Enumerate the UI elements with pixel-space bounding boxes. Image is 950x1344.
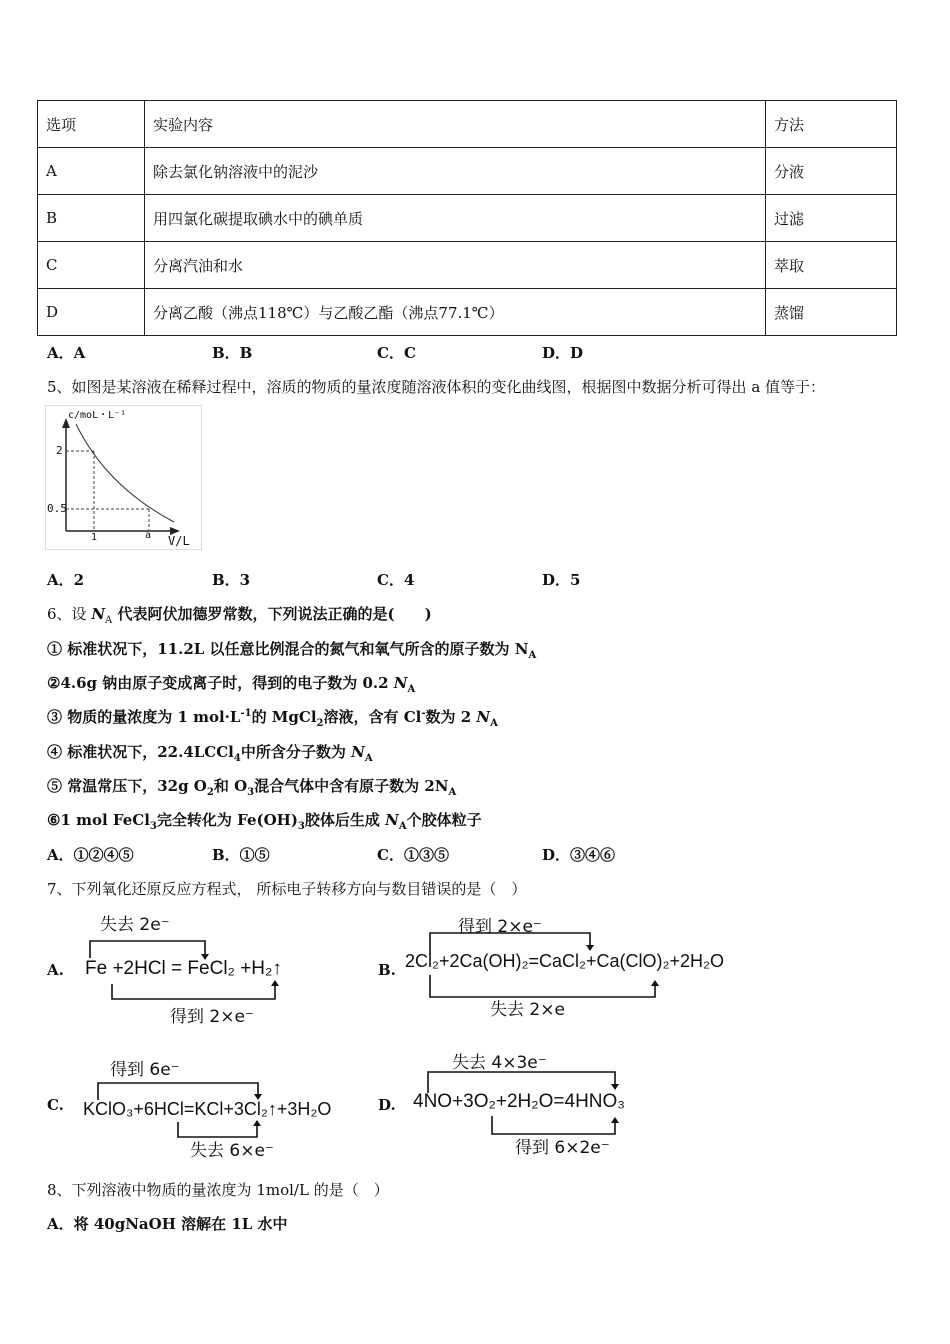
text: ⑥1 mol FeCl — [47, 811, 150, 829]
y-tick: 0.5 — [47, 502, 67, 515]
q6-item-4: ④ 标准状况下，22.4LCCl$_4$中所含分子数为 $N_A$ — [47, 743, 373, 764]
text: 和 O — [213, 777, 248, 795]
text: ②4.6g 钠由原子变成离子时，得到的电子数为 0.2 — [47, 674, 394, 692]
q4-option-b: B．B — [212, 344, 253, 362]
text: A — [448, 787, 457, 798]
text: A — [490, 718, 498, 729]
q6-option-a: A．①②④⑤ — [47, 846, 134, 864]
eq-b-top-label: 得到 2×e⁻ — [458, 917, 542, 937]
text: A — [105, 615, 113, 626]
text: ③ 物质的量浓度为 1 mol·L — [47, 708, 241, 726]
bracket-d-bottom — [492, 1116, 615, 1134]
q7-label-b: B. — [378, 961, 396, 979]
q4-option-a: A．A — [47, 344, 86, 362]
text: N — [351, 743, 365, 761]
text: ⑤ 常温常压下，32g O — [47, 777, 207, 795]
x-tick: a — [145, 530, 152, 541]
header-cell: 实验内容 — [145, 101, 766, 148]
q5-stem: 5、如图是某溶液在稀释过程中，溶质的物质的量浓度随溶液体积的变化曲线图，根据图中数据分析可得出 a 值等于： — [47, 378, 826, 396]
text: N — [385, 811, 399, 829]
q6-option-c: C．①③⑤ — [377, 846, 449, 864]
y-tick: 2 — [56, 444, 63, 457]
text: A — [398, 821, 407, 832]
eq-a-equation: Fe +2HCl = FeCl₂ +H₂↑ — [85, 958, 282, 979]
q7-label-d: D. — [378, 1096, 396, 1114]
q8-option-a: A．将 40gNaOH 溶解在 1L 水中 — [47, 1215, 288, 1233]
text: 中所含分子数为 — [240, 743, 352, 761]
q7-label-c: C. — [47, 1096, 64, 1114]
q6-item-5: ⑤ 常温常压下，32g $O_2$和 $O_3$混合气体中含有原子数为 $2N_A$ — [47, 777, 457, 798]
text: 胶体后生成 — [304, 811, 386, 829]
bracket-c-top — [98, 1083, 258, 1100]
eq-a-top-label: 失去 2e⁻ — [100, 915, 170, 935]
text: 溶液，含有 Cl — [323, 708, 422, 726]
eq-c-bottom-label: 失去 6×e⁻ — [190, 1141, 274, 1161]
eq-c-equation: KClO₃+6HCl=KCl+3Cl₂↑+3H₂O — [83, 1099, 332, 1119]
q8-stem: 8、下列溶液中物质的量浓度为 1mol/L 的是（ ） — [47, 1181, 389, 1199]
q5-option-d: D．5 — [542, 571, 581, 589]
text: 的 MgCl — [251, 708, 317, 726]
cell: D — [38, 289, 145, 336]
text: ① 标准状况下，11.2L 以任意比例混合的氮气和氧气所含的原子数为 N — [47, 640, 529, 658]
eq-d-bottom-label: 得到 6×2e⁻ — [515, 1138, 610, 1158]
q4-option-d: D．D — [542, 344, 584, 362]
eq-d-equation: 4NO+3O₂+2H₂O=4HNO₃ — [413, 1091, 626, 1112]
x-axis-label: V/L — [168, 534, 190, 548]
header-cell: 方法 — [766, 101, 897, 148]
text: ④ 标准状况下，22.4LCCl — [47, 743, 234, 761]
text: N — [476, 708, 491, 726]
eq-d-top-label: 失去 4×3e⁻ — [452, 1053, 547, 1073]
q6-option-b: B．①⑤ — [212, 846, 270, 864]
cell: A — [38, 148, 145, 195]
q7-label-a: A. — [47, 961, 64, 979]
text: 个胶体粒子 — [406, 811, 482, 829]
q5-option-c: C．4 — [377, 571, 415, 589]
q6-option-d: D．③④⑥ — [542, 846, 616, 864]
q5-option-b: B．3 — [212, 571, 251, 589]
text: N — [91, 605, 106, 623]
cell: 蒸馏 — [766, 289, 897, 336]
eq-a-bottom-label: 得到 2×e⁻ — [170, 1007, 254, 1027]
eq-b-equation: 2Cl₂+2Ca(OH)₂=CaCl₂+Ca(ClO)₂+2H₂O — [405, 951, 725, 971]
cell: 用四氯化碳提取碘水中的碘单质 — [145, 195, 766, 242]
bracket-a-top — [90, 941, 205, 958]
bracket-c-bottom — [178, 1122, 257, 1137]
cell: 分离汽油和水 — [145, 242, 766, 289]
text: 混合气体中含有原子数为 2N — [254, 777, 449, 795]
cell: 分离乙酸（沸点118℃）与乙酸乙酯（沸点77.1℃） — [145, 289, 766, 336]
q4-option-c: C．C — [377, 344, 416, 362]
eq-c-top-label: 得到 6e⁻ — [110, 1060, 180, 1080]
cell: 除去氯化钠溶液中的泥沙 — [145, 148, 766, 195]
bracket-a-bottom — [112, 984, 275, 999]
q7-stem: 7、下列氧化还原反应方程式， 所标电子转移方向与数目错误的是（ ） — [47, 880, 527, 898]
text: 完全转化为 Fe(OH) — [156, 811, 298, 829]
cell: C — [38, 242, 145, 289]
cell: 过滤 — [766, 195, 897, 242]
bracket-b-bottom — [430, 975, 655, 997]
cell: 萃取 — [766, 242, 897, 289]
header-cell: 选项 — [38, 101, 145, 148]
text: A — [528, 650, 537, 661]
text: A — [407, 684, 416, 695]
x-tick: 1 — [91, 532, 98, 543]
text: 6、设 — [47, 605, 92, 623]
cell: B — [38, 195, 145, 242]
text: A — [364, 753, 373, 764]
cell: 分液 — [766, 148, 897, 195]
q6-item-3: ③ 物质的量浓度为 1 $mol\cdot L^{-1}$的 MgCl$_2$溶液，含有 Cl-数为 2 $N_A$ — [47, 708, 498, 729]
text: N — [393, 674, 408, 692]
q6-item-6: ⑥1 mol FeCl$_3$完全转化为 $Fe(OH)_3$胶体后生成 $N_A$个胶体粒子 — [47, 811, 482, 832]
bracket-d-top — [428, 1072, 615, 1093]
y-axis-label: c/moL・L⁻¹ — [68, 410, 127, 421]
q5-option-a: A．2 — [47, 571, 85, 589]
text: 数为 2 — [425, 708, 477, 726]
text: 代表阿伏加德罗常数，下列说法正确的是( ) — [112, 605, 432, 623]
eq-b-bottom-label: 失去 2×e — [490, 1000, 565, 1020]
